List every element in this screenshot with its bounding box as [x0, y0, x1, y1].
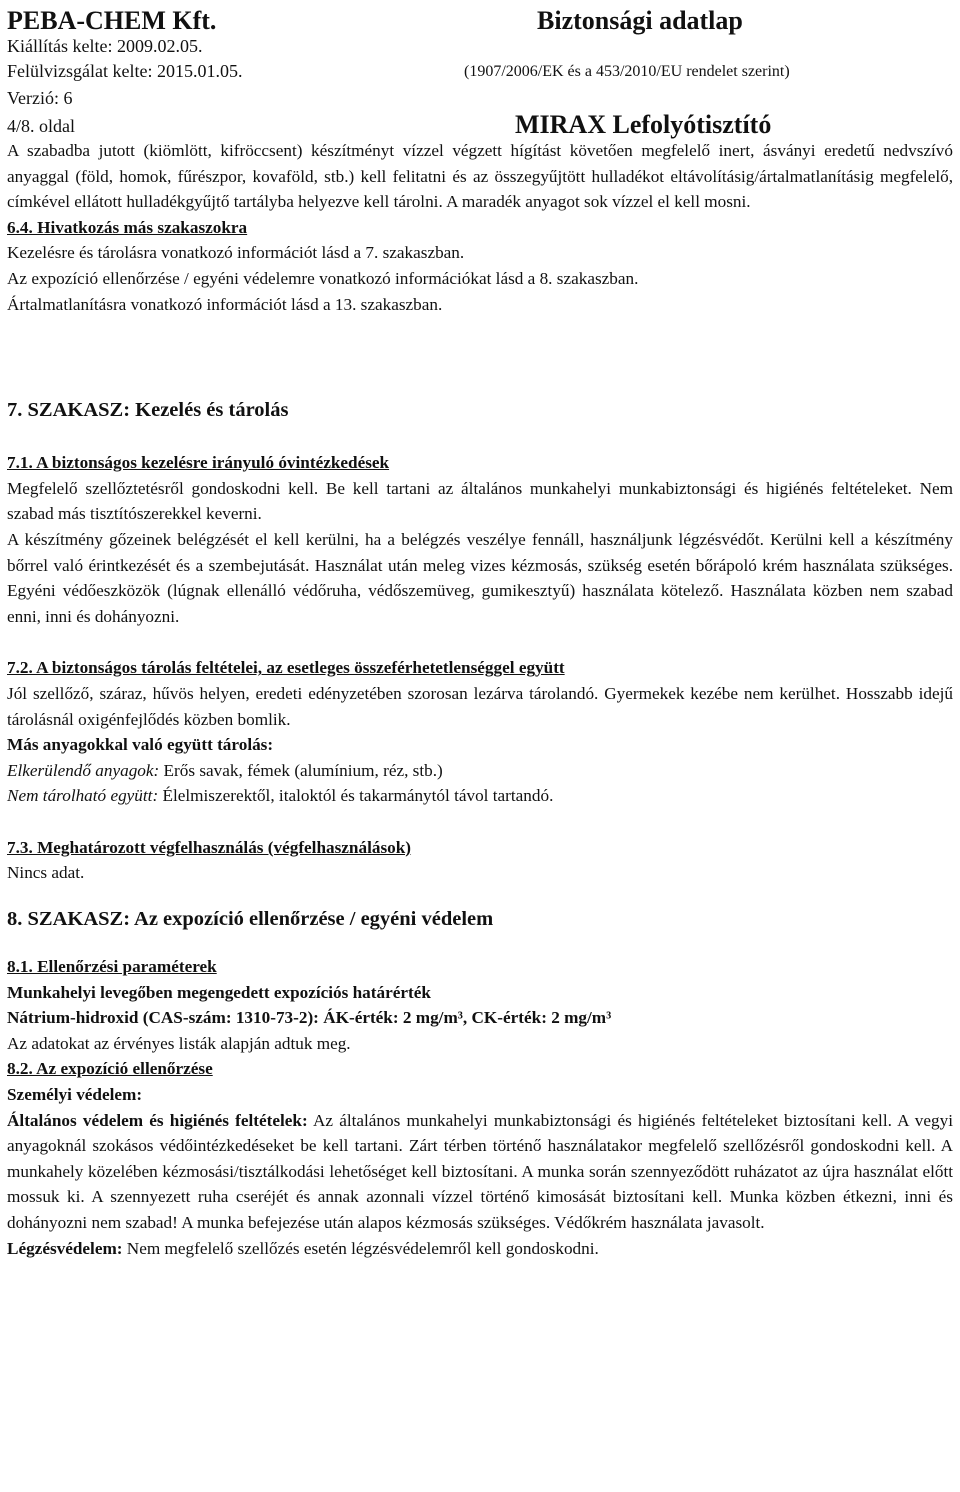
handling-paragraph-1: Megfelelő szellőztetésről gondoskodni kell. Be kell tartani az általános munkahelyi munkabiztonsági és higiénés feltételeket. Nem szabad más tisztítószerekkel keverni.	[7, 478, 953, 524]
header-row-4	[7, 88, 953, 116]
handling-paragraph-2: A készítmény gőzeinek belégzését el kell kerülni, ha a belégzés veszélye fennáll, használjunk légzésvédőt. Kerülni kell a készítmény bőrrel való érintkezését és a szembejutását. Használat után meleg vizes kézmosás, szükség esetén bőrápoló krém használata szükséges. Egyéni védőeszközök (lúgnak ellenálló védőruha, védőszemüveg, gumikesztyű) használata kötelező. Használata közben nem szabad enni, inni és dohányozni.	[7, 529, 953, 626]
header-row-2	[7, 34, 953, 61]
regulation-note: (1907/2006/EK és a 453/2010/EU rendelet szerint)	[464, 63, 790, 80]
reference-line-1: Kezelésre és tárolásra vonatkozó információt lásd a 7. szakaszban.	[7, 243, 465, 263]
not-store-together-label: Nem tárolható együtt:	[7, 786, 159, 806]
subsection-6-4-title: 6.4. Hivatkozás más szakaszokra	[7, 217, 248, 237]
general-hygiene-text: Az általános munkahelyi munkabiztonsági és higiénés feltételeket biztosítani kell. A vegyi anyagoknál szokásos védőintézkedéseket be kell tartani. Zárt térben történő használatakor megfelelő szellőzésről gondoskodni kell. A munkahely közelében kézmosási/tisztálkodási lehetőséget kell biztosítani. A munka során szennyeződött ruházatot az újra használat előtt mossuk ki. A szennyezett ruha cseréjét és annak azonnali vízzel történő kimosását biztosítani kell. Munka közben étkezni, inni és dohányozni nem szabad! A munka befejezése után alapos kézmosás szükséges. Védőkrém használata javasolt.	[7, 1110, 953, 1232]
general-hygiene-paragraph	[7, 1108, 953, 1236]
subsection-8-2-title: 8.2. Az expozíció ellenőrzése	[7, 1059, 213, 1079]
document-title: Biztonsági adatlap	[537, 6, 743, 35]
not-store-together-line	[7, 783, 953, 809]
subsection-8-1-title: 8.1. Ellenőrzési paraméterek	[7, 957, 217, 977]
end-use-text: Nincs adat.	[7, 863, 85, 883]
respiratory-protection-label: Légzésvédelem:	[7, 1238, 123, 1258]
avoid-materials-value: Erős savak, fémek (alumínium, réz, stb.)	[159, 760, 443, 780]
product-name: MIRAX Lefolyótisztító	[515, 110, 772, 139]
section-8-title: 8. SZAKASZ: Az expozíció ellenőrzése / egyéni védelem	[7, 908, 494, 931]
revision-date: Felülvizsgálat kelte: 2015.01.05.	[7, 61, 243, 81]
version: Verzió: 6	[7, 88, 73, 108]
header-row-1	[7, 0, 953, 34]
personal-protection-heading: Személyi védelem:	[7, 1085, 143, 1105]
avoid-materials-line	[7, 758, 953, 784]
reference-line-3: Ártalmatlanításra vonatkozó információt lásd a 13. szakaszban.	[7, 294, 443, 314]
respiratory-protection-line	[7, 1236, 953, 1262]
exposure-limit-heading: Munkahelyi levegőben megengedett expozíciós határérték	[7, 982, 431, 1002]
reference-line-2: Az expozíció ellenőrzése / egyéni védelemre vonatkozó információkat lásd a 8. szakaszban.	[7, 268, 639, 288]
header-row-3	[7, 61, 953, 88]
avoid-materials-label: Elkerülendő anyagok:	[7, 760, 160, 780]
sodium-hydroxide-limits: Nátrium-hidroxid (CAS-szám: 1310-73-2): ÁK-érték: 2 mg/m³, CK-érték: 2 mg/m³	[7, 1008, 612, 1028]
section-8	[7, 906, 953, 1261]
subsection-7-2-title: 7.2. A biztonságos tárolás feltételei, az esetleges összeférhetetlenséggel együtt	[7, 658, 565, 678]
company-name: PEBA-CHEM Kft.	[7, 6, 217, 35]
not-store-together-value: Élelmiszerektől, italoktól és takarmánytól távol tartandó.	[158, 786, 554, 806]
section-7	[7, 397, 953, 886]
respiratory-protection-text: Nem megfelelő szellőzés esetén légzésvédelemről kell gondoskodni.	[122, 1238, 599, 1258]
section-6-continued	[7, 138, 953, 317]
storage-paragraph: Jól szellőző, száraz, hűvös helyen, eredeti edényzetében szorosan lezárva tárolandó. Gyermekek kezébe nem kerülhet. Hosszabb idejű tárolásnál oxigénfejlődés közben bomlik.	[7, 683, 953, 729]
spill-paragraph: A szabadba jutott (kiömlött, kifröccsent) készítményt vízzel végzett hígítást követően megfelelő inert, ásványi eredetű nedvszívó anyaggal (föld, homok, fűrészpor, kovaföld, stb.) kell felitatni és az összegyűjtött hulladékot eltávolításig/ártalmatlanításig megfelelő, címkével ellátott hulladékgyűjtő tartályba helyezve kell tárolni. A maradék anyagot sok vízzel el kell mosni.	[7, 141, 953, 212]
lists-note: Az adatokat az érvényes listák alapján adtuk meg.	[7, 1033, 351, 1053]
sds-page	[7, 0, 953, 1261]
page-number: 4/8. oldal	[7, 116, 75, 136]
subsection-7-1-title: 7.1. A biztonságos kezelésre irányuló óvintézkedések	[7, 453, 390, 473]
header-row-5	[7, 110, 953, 139]
subsection-7-3-title: 7.3. Meghatározott végfelhasználás (végfelhasználások)	[7, 837, 412, 857]
issue-date: Kiállítás kelte: 2009.02.05.	[7, 36, 203, 56]
co-storage-heading: Más anyagokkal való együtt tárolás:	[7, 735, 274, 755]
general-hygiene-label: Általános védelem és higiénés feltételek:	[7, 1110, 308, 1130]
section-7-title: 7. SZAKASZ: Kezelés és tárolás	[7, 399, 289, 422]
